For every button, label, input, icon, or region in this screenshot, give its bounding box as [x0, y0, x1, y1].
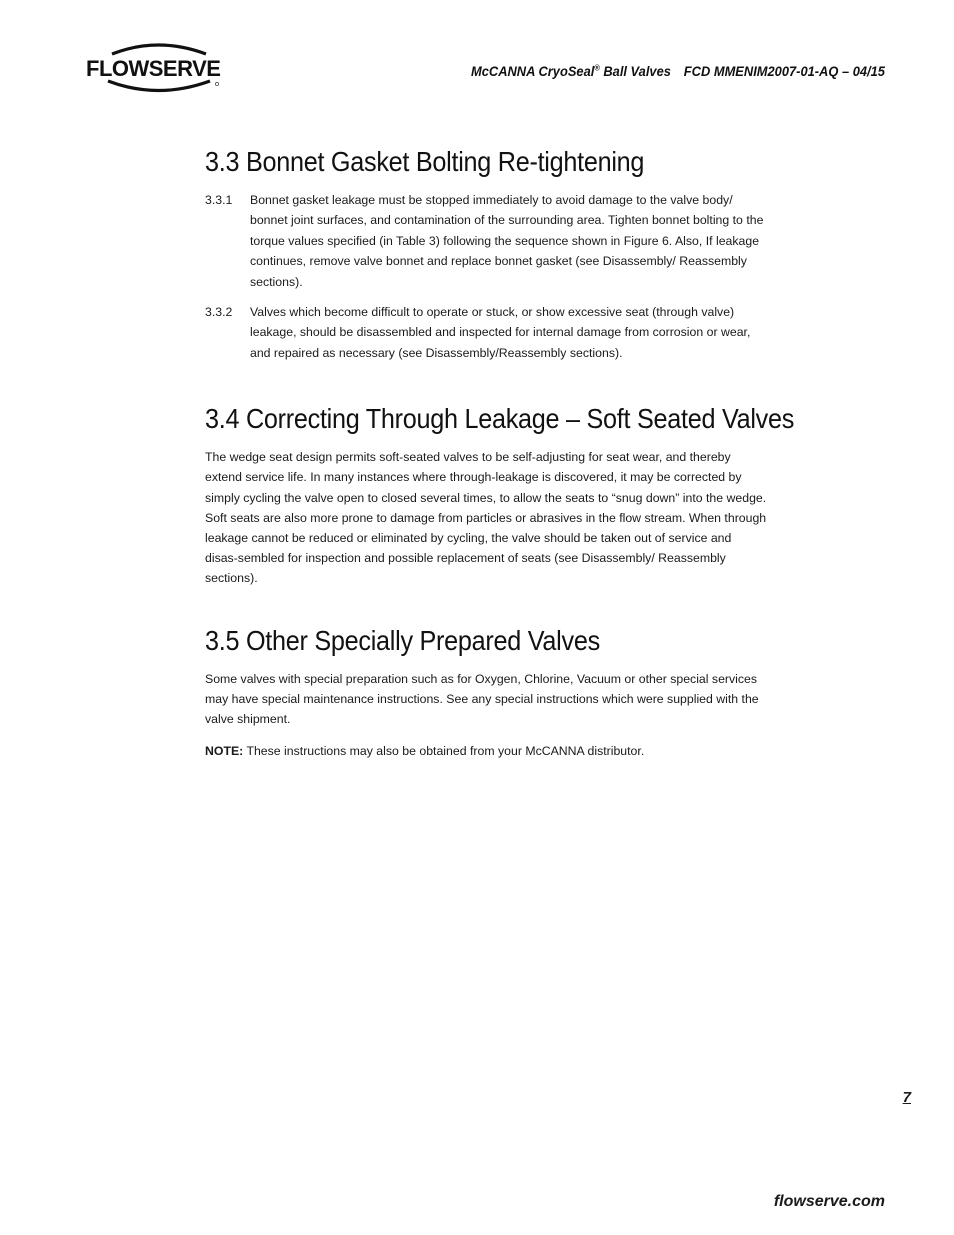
header-doc-code: FCD MMENIM2007-01-AQ – 04/15: [683, 63, 885, 79]
flowserve-logo: [86, 42, 226, 96]
document-header: [471, 63, 885, 79]
header-product: McCANNA CryoSeal® Ball Valves: [471, 63, 671, 79]
subsection-3-3-2: [205, 302, 767, 363]
section-paragraph: Some valves with special preparation such as for Oxygen, Chlorine, Vacuum or other special services may have special maintenance instructions. See any special instructions which were supplied with the valve shipment.: [205, 671, 759, 727]
note-text: These instructions may also be obtained from your McCANNA distributor.: [243, 744, 645, 759]
main-content: [205, 146, 795, 761]
subsection-3-3-1: [205, 190, 767, 292]
subsection-number: 3.3.1: [205, 193, 233, 207]
section-3-4: [205, 403, 795, 588]
footer-website: flowserve.com: [773, 1193, 885, 1210]
section-3-3: [205, 146, 767, 363]
section-title: 3.4 Correcting Through Leakage – Soft Seated Valves: [205, 403, 795, 435]
section-paragraph: The wedge seat design permits soft-seated valves to be self-adjusting for seat wear, and thereby extend service life. In many instances where through-leakage is discovered, it may be corrected by simply cycling the valve open to closed several times, to allow the seats to “snug down” into the wedge. Soft seats are also more prone to damage from particles or abrasives in the flow stream. When through leakage cannot be reduced or eliminated by cycling, the valve should be taken out of service and disas-sembled for inspection and possible replacement of seats (see Disassembly/ Reassembly sections).: [205, 450, 767, 586]
subsection-text: Valves which become difficult to operate or stuck, or show excessive seat (through valve) leakage, should be disassembled and inspected for internal damage from corrosion or wear, and repaired as necessary (see Disassembly/Reassembly sections).: [250, 305, 751, 360]
section-title: 3.3 Bonnet Gasket Bolting Re-tightening: [205, 146, 645, 177]
note-label: NOTE:: [205, 744, 244, 759]
subsection-number: 3.3.2: [205, 305, 233, 320]
note-paragraph: [205, 741, 767, 761]
subsection-text: Bonnet gasket leakage must be stopped immediately to avoid damage to the valve body/ bonnet joint surfaces, and contamination of the surrounding area. Tighten bonnet bolting to the torque values specified (in Table 3) following the sequence shown in Figure 6. Also, If leakage continues, remove valve bonnet and replace bonnet gasket (see Disassembly/ Reassembly sections).: [250, 193, 764, 289]
section-3-5: [205, 625, 767, 762]
logo-wordmark: FLOWSERVE: [86, 56, 221, 81]
page-number: 7: [902, 1089, 911, 1106]
section-title: 3.5 Other Specially Prepared Valves: [205, 624, 600, 656]
